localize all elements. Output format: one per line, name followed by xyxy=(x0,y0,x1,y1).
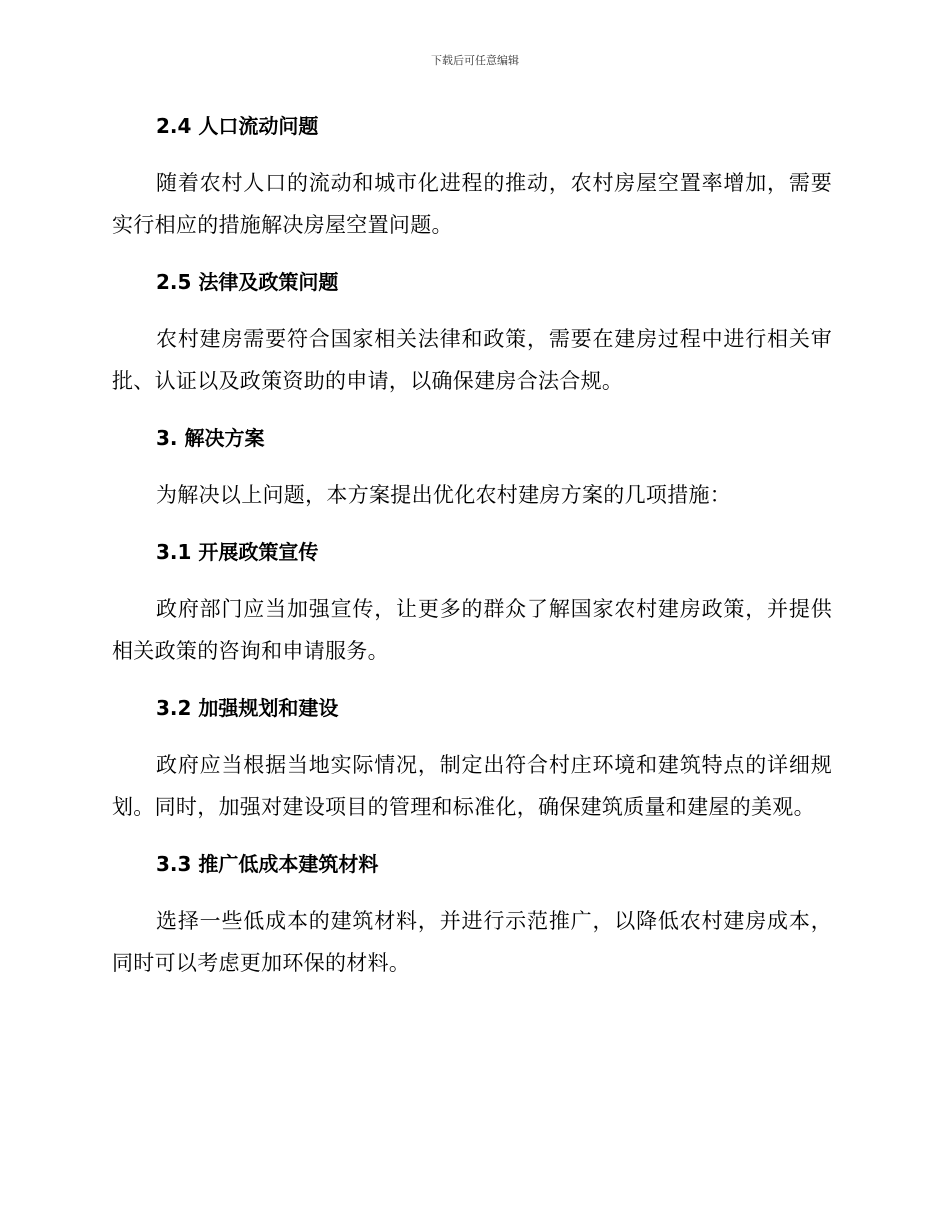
section-paragraph-3-1: 政府部门应当加强宣传，让更多的群众了解国家农村建房政策，并提供相关政策的咨询和申请服务。 xyxy=(112,597,832,663)
section-heading-3-1: 3.1 开展政策宣传 xyxy=(156,540,319,564)
section-paragraph-3-3: 选择一些低成本的建筑材料，并进行示范推广，以降低农村建房成本，同时可以考虑更加环保的材料。 xyxy=(112,909,832,975)
section-heading-3-3: 3.3 推广低成本建筑材料 xyxy=(156,852,379,876)
section-paragraph-3-2: 政府应当根据当地实际情况，制定出符合村庄环境和建筑特点的详细规划。同时，加强对建设项目的管理和标准化，确保建筑质量和建屋的美观。 xyxy=(112,753,832,819)
section-heading-3: 3. 解决方案 xyxy=(156,426,265,450)
section-heading-2-4: 2.4 人口流动问题 xyxy=(156,114,319,138)
page-header-note: 下载后可任意编辑 xyxy=(431,54,519,67)
section-paragraph-2-4: 随着农村人口的流动和城市化进程的推动，农村房屋空置率增加，需要实行相应的措施解决房屋空置问题。 xyxy=(112,171,832,237)
section-paragraph-3: 为解决以上问题，本方案提出优化农村建房方案的几项措施： xyxy=(156,483,732,507)
document-body xyxy=(112,108,832,984)
section-paragraph-2-5: 农村建房需要符合国家相关法律和政策，需要在建房过程中进行相关审批、认证以及政策资助的申请，以确保建房合法合规。 xyxy=(112,327,832,393)
section-heading-3-2: 3.2 加强规划和建设 xyxy=(156,696,339,720)
section-heading-2-5: 2.5 法律及政策问题 xyxy=(156,270,339,294)
